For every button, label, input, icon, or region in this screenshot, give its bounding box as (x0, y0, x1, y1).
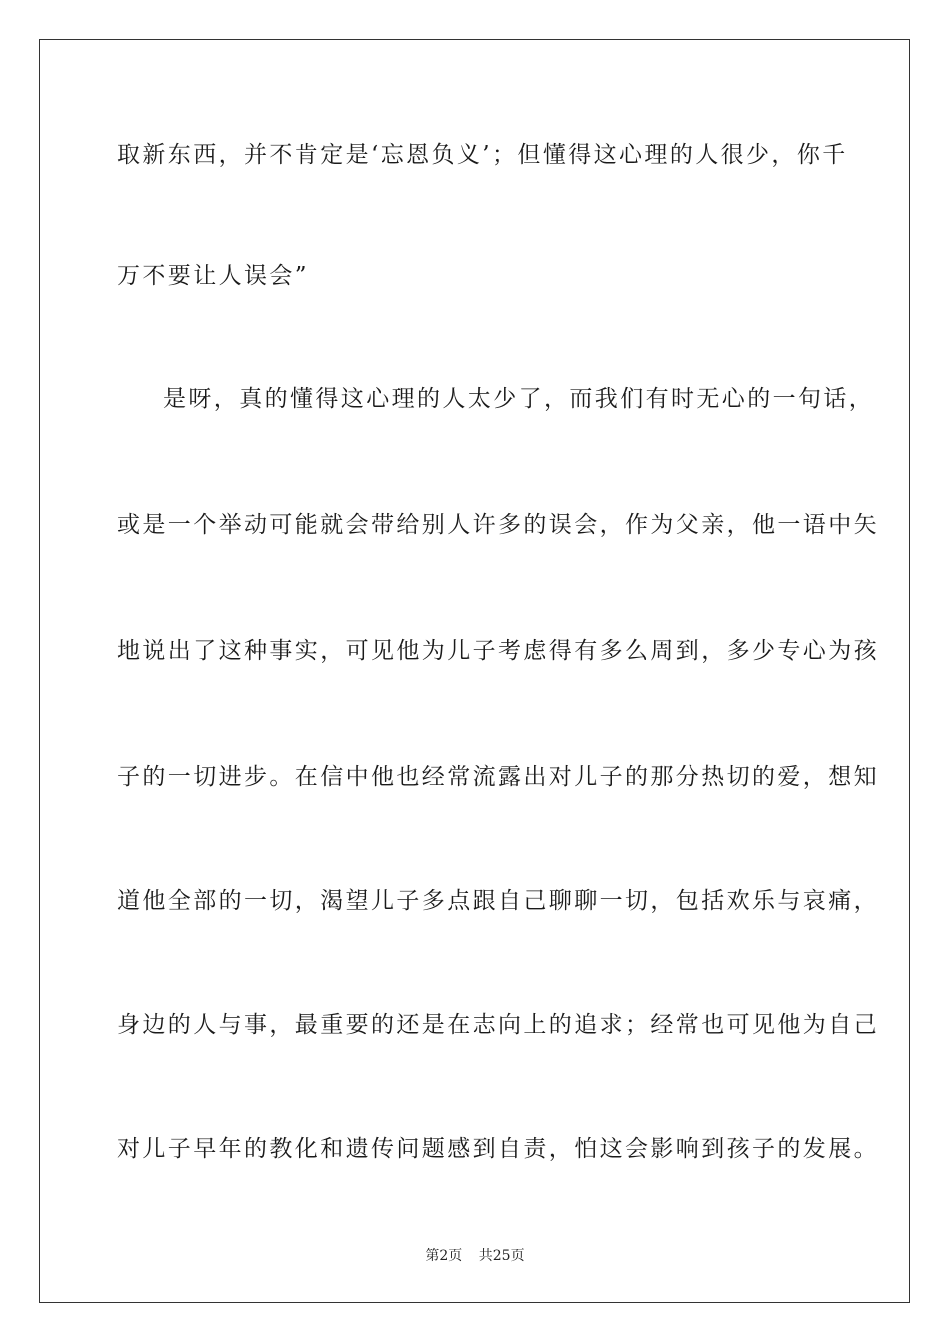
body-text-line: 地说出了这种事实，可见他为儿子考虑得有多么周到，多少专心为孩 (117, 638, 879, 664)
page-border (39, 39, 910, 1303)
page-number: 第2页 (425, 1248, 463, 1264)
body-text-line: 身边的人与事，最重要的还是在志向上的追求；经常也可见他为自己 (117, 1012, 879, 1038)
body-text-line: 或是一个举动可能就会带给别人许多的误会，作为父亲，他一语中矢 (117, 512, 879, 538)
body-text-line: 取新东西，并不肯定是‘忘恩负义’；但懂得这心理的人很少，你千 (117, 142, 848, 168)
body-text-line: 万不要让人误会” (117, 263, 309, 289)
page-footer (0, 1247, 950, 1265)
paragraph-first-line: 是呀，真的懂得这心理的人太少了，而我们有时无心的一句话， (163, 386, 875, 412)
body-text-line: 子的一切进步。在信中他也经常流露出对儿子的那分热切的爱，想知 (117, 764, 879, 790)
page-total: 共25页 (478, 1248, 525, 1264)
body-text-line: 道他全部的一切，渴望儿子多点跟自己聊聊一切，包括欢乐与哀痛， (117, 888, 879, 914)
body-text-line: 对儿子早年的教化和遗传问题感到自责，怕这会影响到孩子的发展。 (117, 1136, 879, 1162)
